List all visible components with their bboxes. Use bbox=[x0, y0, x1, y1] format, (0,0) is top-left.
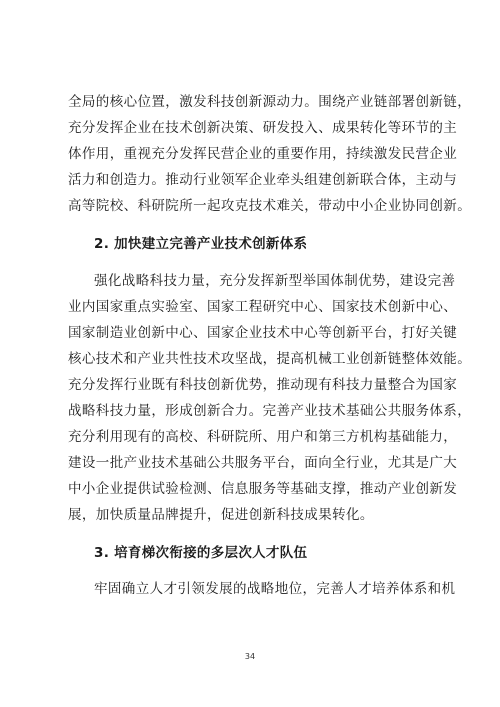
page-number: 34 bbox=[244, 652, 256, 661]
section-heading: 2. 加快建立完善产业技术创新体系 bbox=[94, 236, 308, 252]
paragraph-line: 国家制造业创新中心、国家企业技术中心等创新平台，打好关键 bbox=[68, 325, 458, 341]
paragraph-line: 展，加快质量品牌提升，促进创新科技成果转化。 bbox=[68, 507, 374, 523]
paragraph-line: 核心技术和产业共性技术攻坚战，提高机械工业创新链整体效能。 bbox=[68, 351, 472, 367]
paragraph-line: 高等院校、科研院所一起攻克技术难关，带动中小企业协同创新。 bbox=[68, 198, 472, 214]
paragraph-line: 牢固确立人才引领发展的战略地位，完善人才培养体系和机 bbox=[94, 581, 456, 597]
section-heading: 3. 培育梯次衔接的多层次人才队伍 bbox=[94, 545, 308, 561]
paragraph-line: 体作用，重视充分发挥民营企业的重要作用，持续激发民营企业 bbox=[68, 146, 458, 162]
paragraph-line: 全局的核心位置，激发科技创新源动力。围绕产业链部署创新链， bbox=[68, 94, 472, 110]
paragraph-line: 充分利用现有的高校、科研院所、用户和第三方机构基础能力， bbox=[68, 429, 458, 445]
paragraph-line: 充分发挥行业既有科技创新优势，推动现有科技力量整合为国家 bbox=[68, 377, 458, 393]
paragraph-line: 战略科技力量，形成创新合力。完善产业技术基础公共服务体系， bbox=[68, 403, 472, 419]
paragraph-line: 强化战略科技力量，充分发挥新型举国体制优势，建设完善 bbox=[94, 273, 456, 289]
paragraph-line: 活力和创造力。推动行业领军企业牵头组建创新联合体，主动与 bbox=[68, 172, 458, 188]
paragraph-line: 中小企业提供试验检测、信息服务等基础支撑，推动产业创新发 bbox=[68, 481, 458, 497]
paragraph-line: 业内国家重点实验室、国家工程研究中心、国家技术创新中心、 bbox=[68, 299, 458, 315]
paragraph-line: 充分发挥企业在技术创新决策、研发投入、成果转化等环节的主 bbox=[68, 120, 458, 136]
paragraph-line: 建设一批产业技术基础公共服务平台，面向全行业，尤其是广大 bbox=[68, 455, 458, 471]
